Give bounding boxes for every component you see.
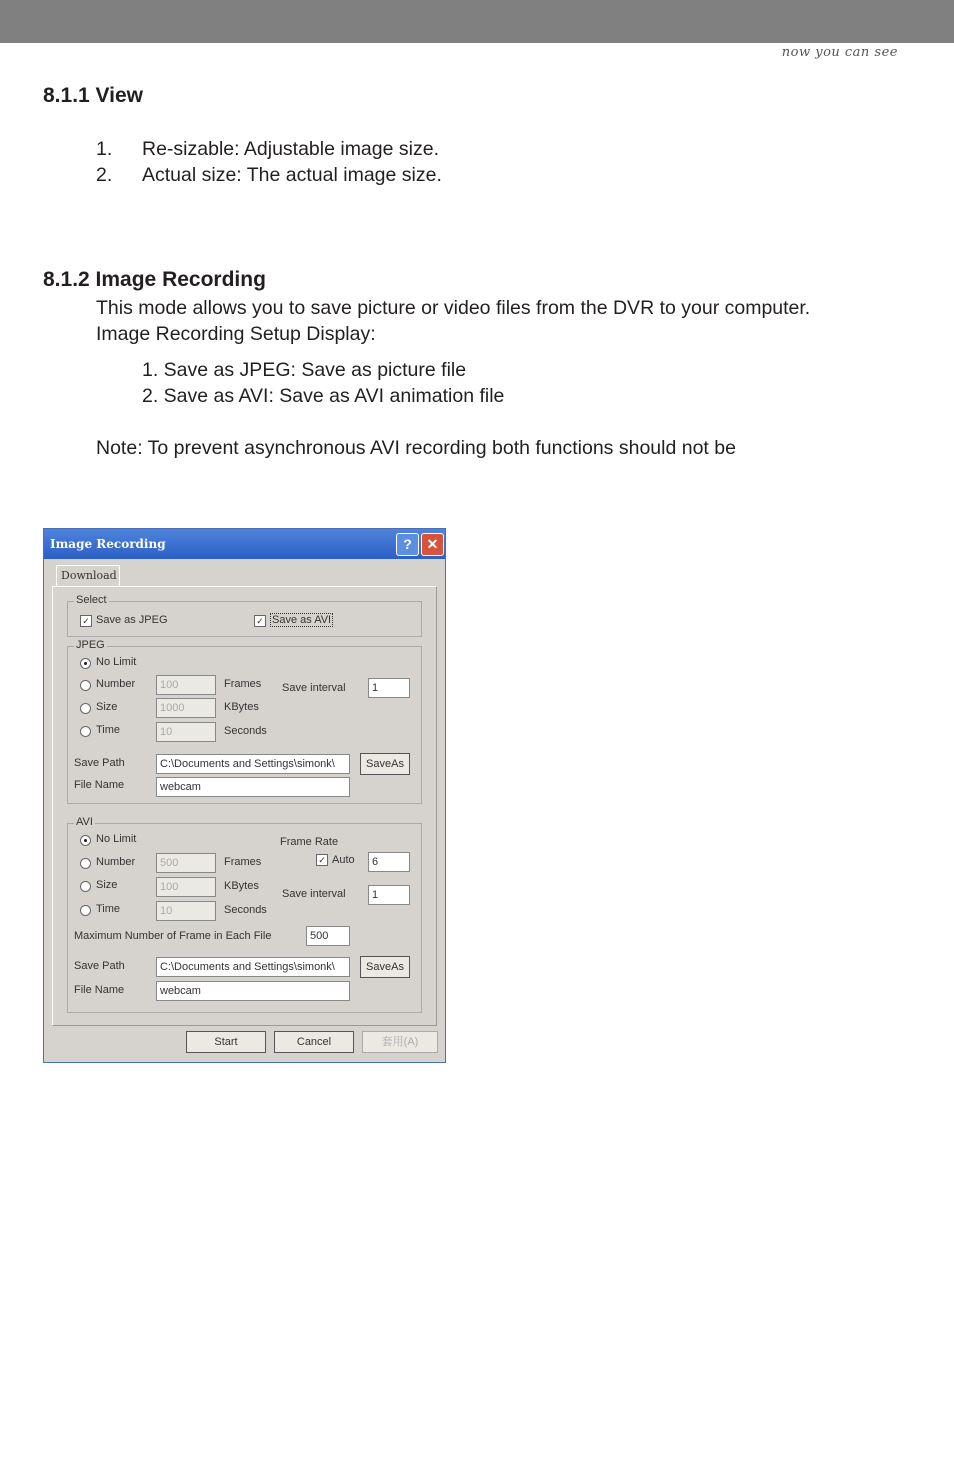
close-icon[interactable]: ✕ [421, 533, 444, 556]
jpeg-file-name-input[interactable]: webcam [156, 777, 350, 797]
top-banner [0, 0, 954, 43]
select-group [67, 594, 422, 637]
jpeg-time-radio[interactable] [80, 726, 91, 737]
jpeg-number-radio[interactable] [80, 680, 91, 691]
avi-max-frames-label: Maximum Number of Frame in Each File [74, 930, 272, 942]
list-number: 2. [96, 164, 113, 186]
jpeg-save-interval-label: Save interval [282, 682, 346, 694]
avi-interval-input[interactable]: 1 [368, 885, 410, 905]
avi-number-radio[interactable] [80, 858, 91, 869]
avi-size-input[interactable]: 100 [156, 877, 216, 897]
jpeg-size-label: Size [96, 701, 118, 713]
jpeg-save-as-button[interactable]: SaveAs [360, 753, 410, 775]
avi-number-input[interactable]: 500 [156, 853, 216, 873]
avi-group-label: AVI [76, 816, 93, 828]
avi-save-as-button[interactable]: SaveAs [360, 956, 410, 978]
jpeg-number-label: Number [96, 678, 136, 690]
list-item: Actual size: The actual image size. [142, 164, 442, 186]
avi-time-input[interactable]: 10 [156, 901, 216, 921]
save-jpeg-checkbox[interactable]: ✓ [80, 615, 92, 627]
cancel-button[interactable]: Cancel [274, 1031, 354, 1053]
note-text: Note: To prevent asynchronous AVI recording both functions should not be [96, 437, 736, 459]
avi-number-label: Number [96, 856, 136, 868]
avi-time-radio[interactable] [80, 905, 91, 916]
jpeg-time-label: Time [96, 724, 121, 736]
avi-group [67, 816, 422, 1013]
jpeg-interval-input[interactable]: 1 [368, 678, 410, 698]
avi-time-label: Time [96, 903, 121, 915]
avi-frame-rate-input[interactable]: 6 [368, 852, 410, 872]
avi-save-interval-label: Save interval [282, 888, 346, 900]
jpeg-file-name-label: File Name [74, 779, 125, 791]
avi-frame-rate-label: Frame Rate [280, 836, 339, 848]
dialog-title-bar [44, 529, 445, 559]
jpeg-group-label: JPEG [76, 639, 105, 651]
image-recording-dialog [43, 528, 446, 1063]
tab-download[interactable]: Download [56, 565, 120, 587]
jpeg-number-input[interactable]: 100 [156, 675, 216, 695]
avi-no-limit-radio[interactable] [80, 835, 91, 846]
jpeg-no-limit-label: No Limit [96, 656, 137, 668]
avi-max-frames-input[interactable]: 500 [306, 926, 350, 946]
avi-size-radio[interactable] [80, 881, 91, 892]
list-item: 2. Save as AVI: Save as AVI animation file [142, 385, 505, 407]
setup-text: Image Recording Setup Display: [96, 323, 376, 345]
save-avi-label: Save as AVI [272, 614, 332, 626]
avi-file-name-input[interactable]: webcam [156, 981, 350, 1001]
jpeg-time-input[interactable]: 10 [156, 722, 216, 742]
tab-panel [52, 586, 437, 1026]
avi-auto-checkbox[interactable]: ✓ [316, 854, 328, 866]
jpeg-save-path-label: Save Path [74, 757, 125, 769]
avi-frames-label: Frames [224, 856, 262, 868]
avi-no-limit-label: No Limit [96, 833, 137, 845]
avi-auto-label: Auto [332, 854, 355, 866]
avi-kbytes-label: KBytes [224, 880, 259, 892]
select-group-label: Select [76, 594, 107, 606]
avi-save-path-label: Save Path [74, 960, 125, 972]
help-icon[interactable]: ? [396, 533, 419, 556]
jpeg-size-radio[interactable] [80, 703, 91, 714]
start-button[interactable]: Start [186, 1031, 266, 1053]
section-heading-image-recording: 8.1.2 Image Recording [43, 268, 266, 291]
section-heading-view: 8.1.1 View [43, 84, 144, 107]
brand-tagline: now you can see [781, 45, 898, 60]
avi-size-label: Size [96, 879, 118, 891]
dialog-title: Image Recording [50, 537, 166, 551]
list-item: Re-sizable: Adjustable image size. [142, 138, 439, 160]
list-number: 1. [96, 138, 113, 160]
jpeg-size-input[interactable]: 1000 [156, 698, 216, 718]
jpeg-no-limit-radio[interactable] [80, 658, 91, 669]
save-jpeg-label: Save as JPEG [96, 614, 168, 626]
apply-button[interactable]: 套用(A) [362, 1031, 438, 1053]
avi-file-name-label: File Name [74, 984, 125, 996]
avi-seconds-label: Seconds [224, 904, 267, 916]
list-item: 1. Save as JPEG: Save as picture file [142, 359, 467, 381]
jpeg-group [67, 639, 422, 804]
jpeg-frames-label: Frames [224, 678, 262, 690]
save-avi-checkbox[interactable]: ✓ [254, 615, 266, 627]
avi-save-path-input[interactable]: C:\Documents and Settings\simonk\ [156, 957, 350, 977]
intro-text: This mode allows you to save picture or video files from the DVR to your computer. [96, 297, 811, 319]
jpeg-kbytes-label: KBytes [224, 701, 259, 713]
jpeg-seconds-label: Seconds [224, 725, 267, 737]
jpeg-save-path-input[interactable]: C:\Documents and Settings\simonk\ [156, 754, 350, 774]
